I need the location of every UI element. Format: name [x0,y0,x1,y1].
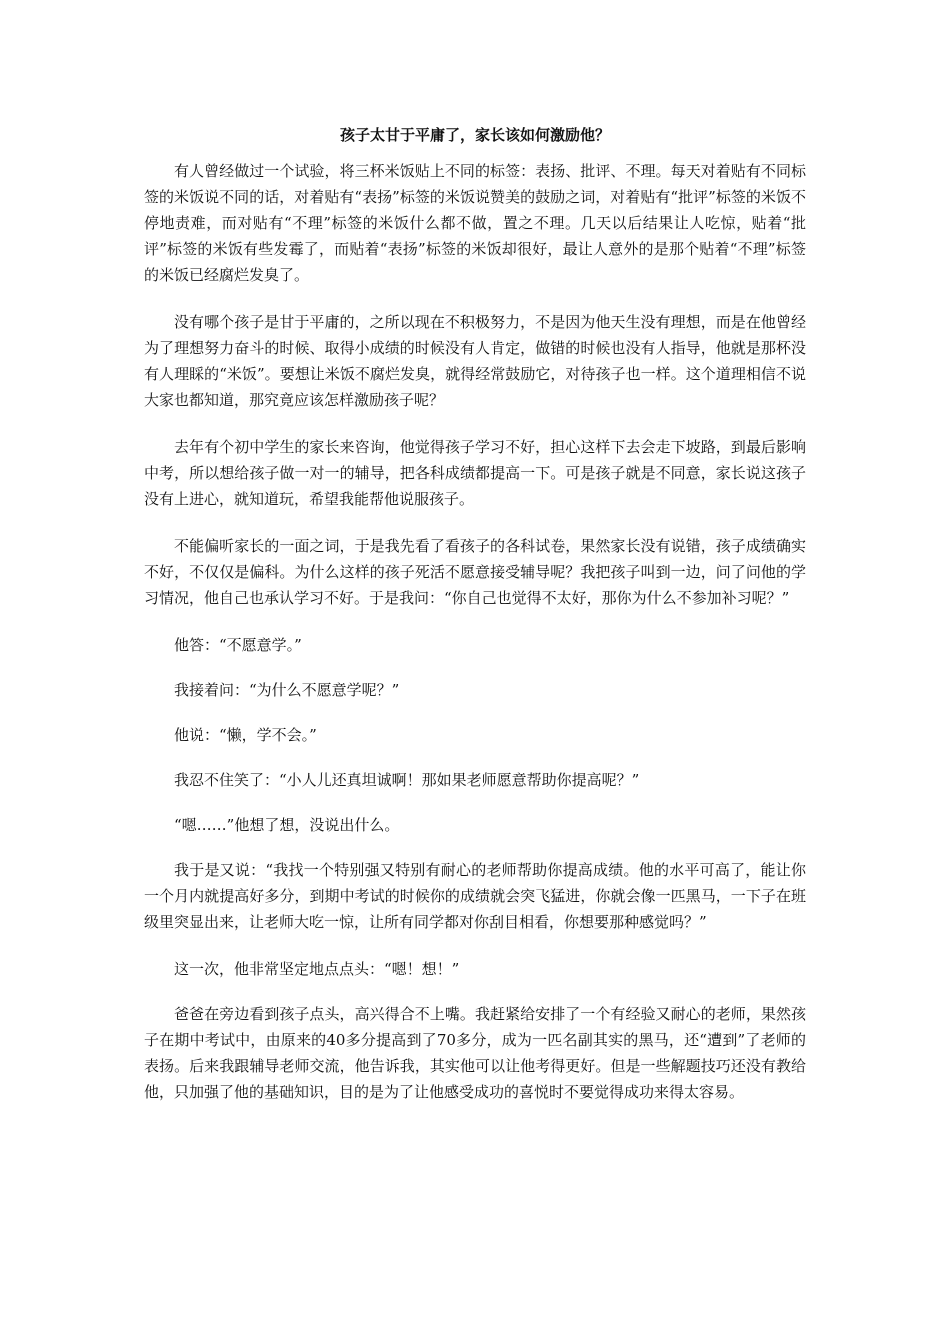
dialogue-line: 这一次，他非常坚定地点点头：“嗯！想！” [174,960,460,978]
document-title: 孩子太甘于平庸了，家长该如何激励他？ [339,126,610,144]
dialogue-line: 我接着问：“为什么不愿意学呢？” [174,681,400,699]
paragraph-check-exam-papers: 不能偏听家长的一面之词，于是我先看了看孩子的各科试卷，果然家长没有说错，孩子成绩确实不好，不仅仅是偏科。为什么这样的孩子死活不愿意接受辅导呢？我把孩子叫到一边，问了问他的学习情况，他自己也承认学习不好。于是我问：“你自己也觉得不太好，那你为什么不参加补习呢？” [144,537,806,607]
paragraph-rice-experiment: 有人曾经做过一个试验，将三杯米饭贴上不同的标签：表扬、批评、不理。每天对着贴有不同标签的米饭说不同的话，对着贴有“表扬”标签的米饭说赞美的鼓励之词，对着贴有“批评”标签的米饭不停地责难，而对贴有“不理”标签的米饭什么都不做，置之不理。几天以后结果让人吃惊，贴着“批评”标签的米饭有些发霉了，而贴着“表扬”标签的米饭却很好，最让人意外的是那个贴着“不理”标签的米饭已经腐烂发臭了。 [144,162,806,284]
paragraph-dark-horse-offer: 我于是又说：“我找一个特别强又特别有耐心的老师帮助你提高成绩。他的水平可高了，能让你一个月内就提高好多分，到期中考试的时候你的成绩就会突飞猛进，你就会像一匹黑马，一下子在班级里突显出来，让老师大吃一惊，让所有同学都对你刮目相看，你想要那种感觉吗？” [144,861,806,931]
document-body [144,124,806,1126]
dialogue-line: 他说：“懒，学不会。” [174,726,317,744]
dialogue-line: 我忍不住笑了：“小人儿还真坦诚啊！那如果老师愿意帮助你提高呢？” [174,771,640,789]
paragraph-outcome: 爸爸在旁边看到孩子点头，高兴得合不上嘴。我赶紧给安排了一个有经验又耐心的老师，果然孩子在期中考试中，由原来的40多分提高到了70多分，成为一匹名副其实的黑马，还“遭到”了老师的表扬。后来我跟辅导老师交流，他告诉我，其实他可以让他考得更好。但是一些解题技巧还没有教给他，只加强了他的基础知识，目的是为了让他感受成功的喜悦时不要觉得成功来得太容易。 [144,1005,806,1101]
paragraph-parent-consultation: 去年有个初中学生的家长来咨询，他觉得孩子学习不好，担心这样下去会走下坡路，到最后影响中考，所以想给孩子做一对一的辅导，把各科成绩都提高一下。可是孩子就是不同意，家长说这孩子没有上进心，就知道玩，希望我能帮他说服孩子。 [144,438,806,508]
dialogue-line: 他答：“不愿意学。” [174,636,302,654]
dialogue-line: “嗯……”他想了想，没说出什么。 [174,816,400,834]
paragraph-no-child-is-mediocre: 没有哪个孩子是甘于平庸的，之所以现在不积极努力，不是因为他天生没有理想，而是在他曾经为了理想努力奋斗的时候、取得小成绩的时候没有人肯定，做错的时候也没有人指导，他就是那杯没有人理睬的“米饭”。要想让米饭不腐烂发臭，就得经常鼓励它，对待孩子也一样。这个道理相信不说大家也都知道，那究竟应该怎样激励孩子呢？ [144,313,806,409]
